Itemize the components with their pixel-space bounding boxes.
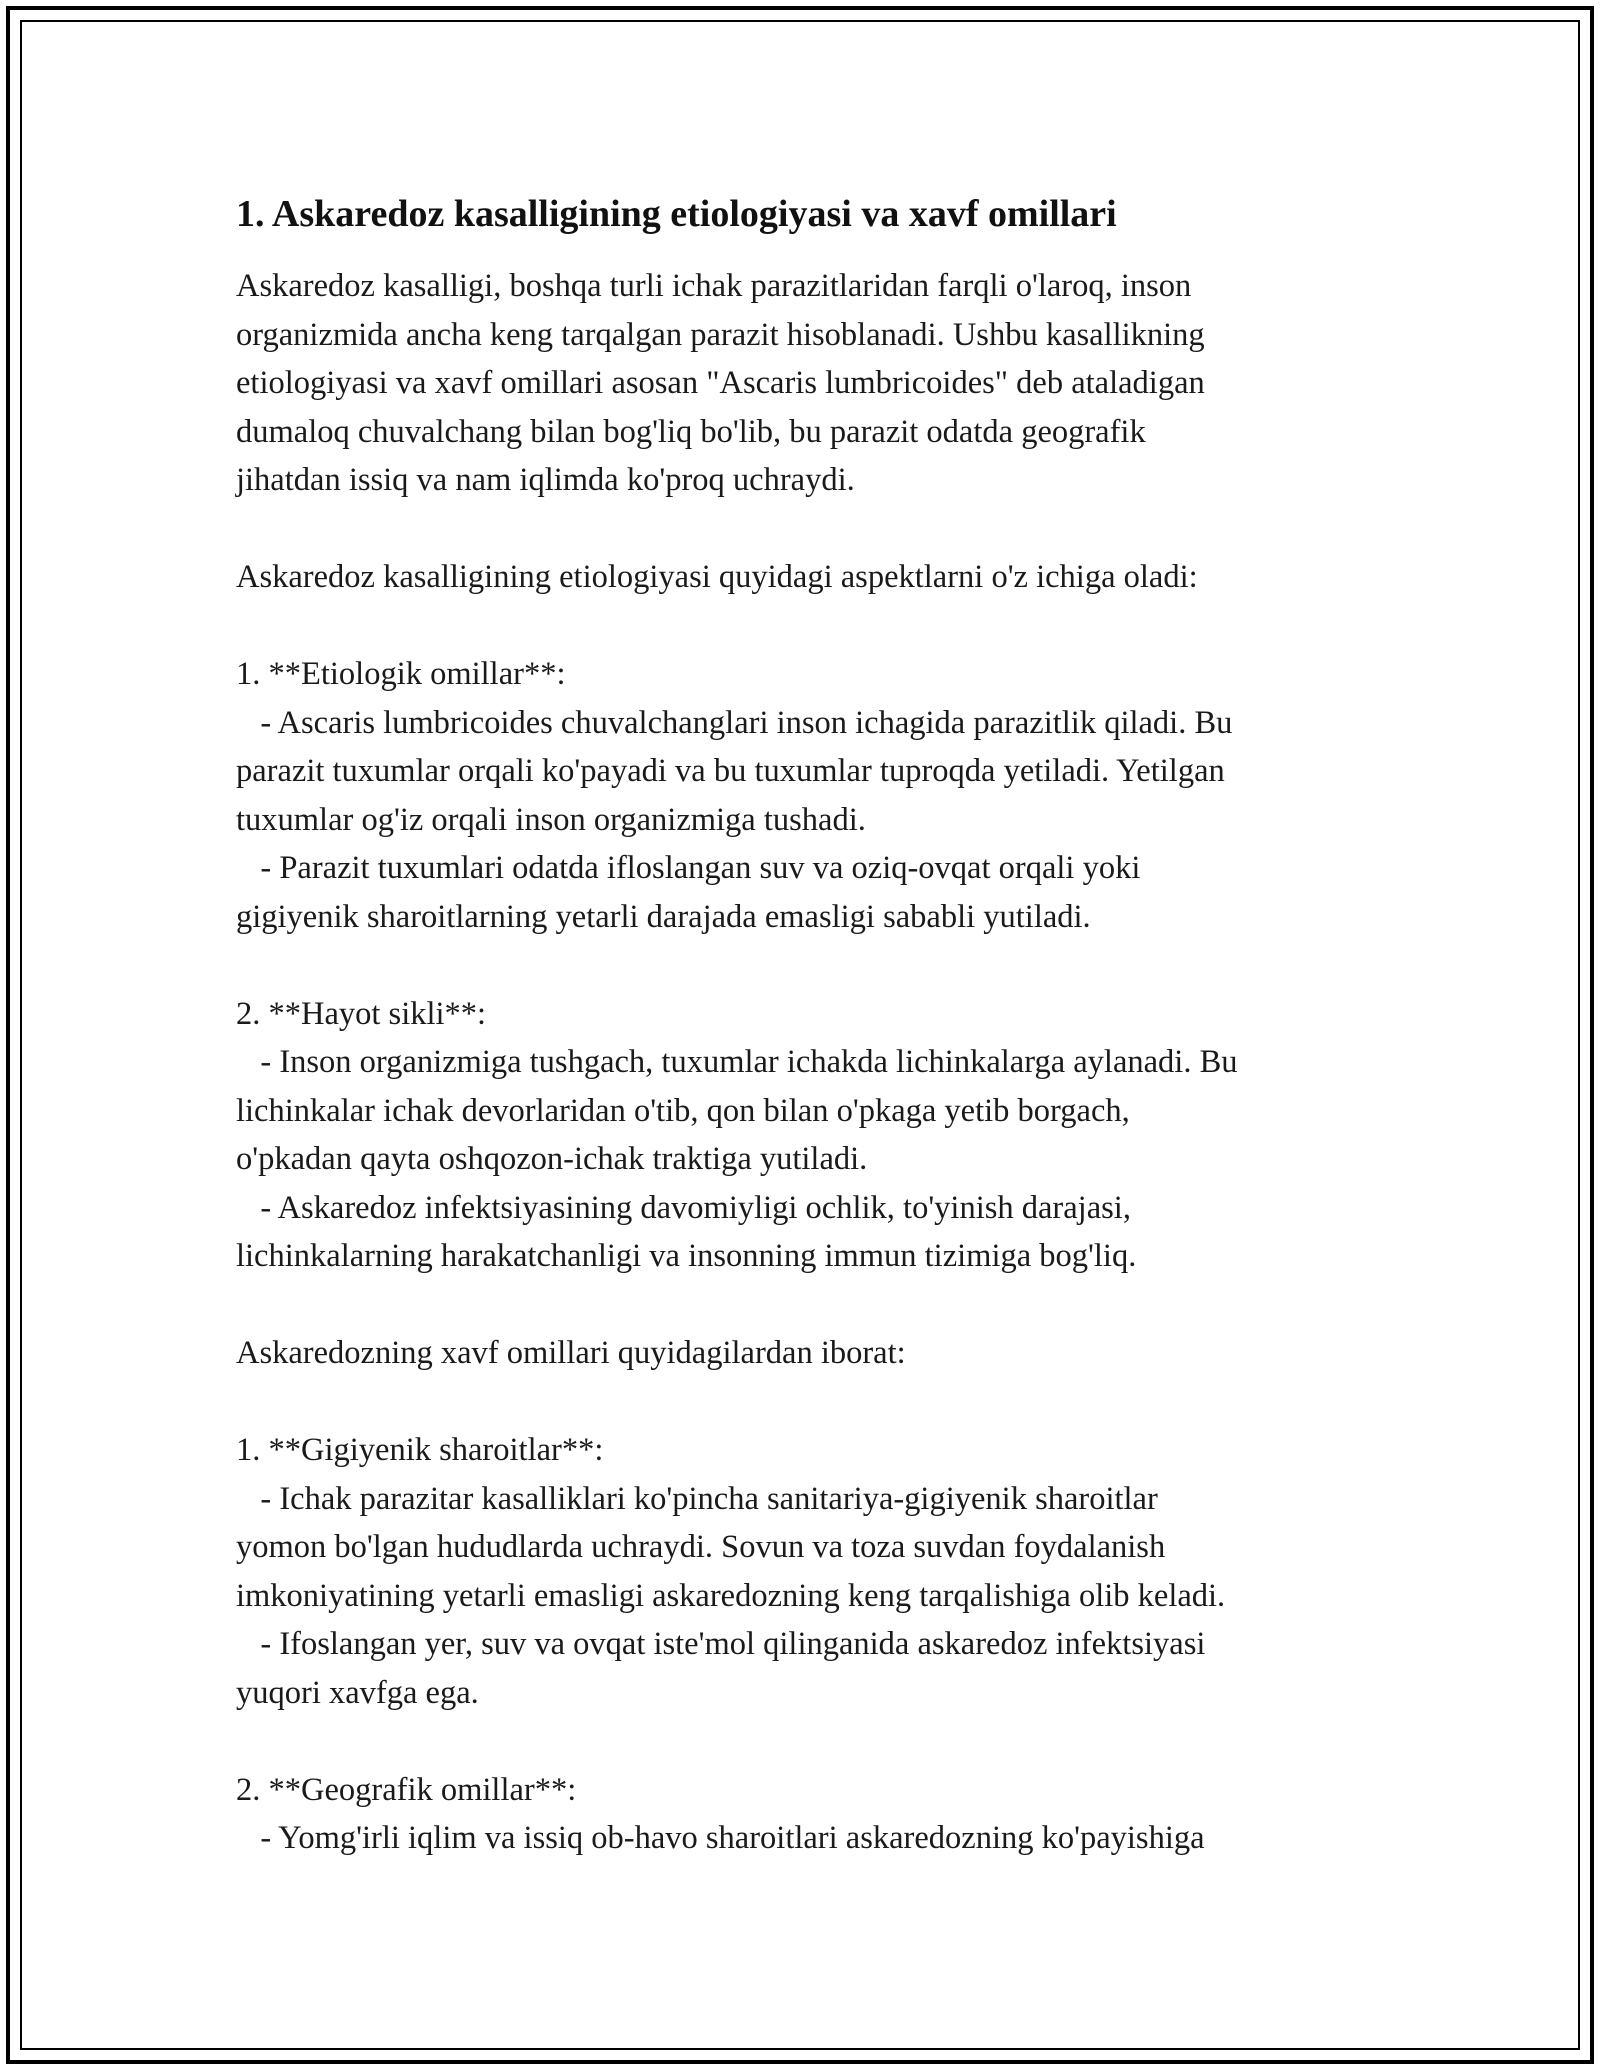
text-line: - Askaredoz infektsiyasining davomiyligi ochlik, to'yinish darajasi, bbox=[236, 1189, 1131, 1226]
text-line: jihatdan issiq va nam iqlimda ko'proq uchraydi. bbox=[236, 462, 855, 498]
blank-line bbox=[236, 1717, 1416, 1766]
text-line: gigiyenik sharoitlarning yetarli darajada emasligi sababli yutiladi. bbox=[236, 898, 1091, 935]
text-line: tuxumlar og'iz orqali inson organizmiga tushadi. bbox=[236, 801, 866, 838]
text-line: - Inson organizmiga tushgach, tuxumlar ichakda lichinkalarga aylanadi. Bu bbox=[236, 1044, 1238, 1080]
blank-line bbox=[236, 602, 1416, 651]
text-line: lichinkalarning harakatchanligi va insonning immun tizimiga bog'liq. bbox=[236, 1238, 1137, 1274]
text-line: Askaredoz kasalligining etiologiyasi quyidagi aspektlarni o'z ichiga oladi: bbox=[236, 559, 1198, 595]
text-line: o'pkadan qayta oshqozon-ichak traktiga yutiladi. bbox=[236, 1141, 868, 1177]
text-line: parazit tuxumlar orqali ko'payadi va bu tuxumlar tuproqda yetiladi. Yetilgan bbox=[236, 753, 1225, 789]
text-line: imkoniyatining yetarli emasligi askaredozning keng tarqalishiga olib keladi. bbox=[236, 1577, 1226, 1614]
text-line: - Ascaris lumbricoides chuvalchanglari inson ichagida parazitlik qiladi. Bu bbox=[236, 704, 1233, 741]
text-line: - Parazit tuxumlari odatda ifloslangan suv va oziq-ovqat orqali yoki bbox=[236, 850, 1141, 886]
list-heading: 1. **Gigiyenik sharoitlar**: bbox=[236, 1432, 604, 1468]
text-line: yuqori xavfga ega. bbox=[236, 1674, 479, 1711]
text-line: yomon bo'lgan hududlarda uchraydi. Sovun va toza suvdan foydalanish bbox=[236, 1529, 1166, 1565]
document-title: 1. Askaredoz kasalligining etiologiyasi va xavf omillari bbox=[236, 193, 1117, 235]
blank-line bbox=[236, 505, 1416, 554]
text-line: etiologiyasi va xavf omillari asosan "Ascaris lumbricoides" deb ataladigan bbox=[236, 365, 1205, 401]
blank-line bbox=[236, 1378, 1416, 1427]
document-body bbox=[236, 186, 1416, 1863]
text-line: dumaloq chuvalchang bilan bog'liq bo'lib, bu parazit odatda geografik bbox=[236, 413, 1146, 450]
list-heading: 1. **Etiologik omillar**: bbox=[236, 656, 566, 692]
blank-line bbox=[236, 941, 1416, 990]
list-heading: 2. **Geografik omillar**: bbox=[236, 1771, 577, 1808]
text-line: Askaredoz kasalligi, boshqa turli ichak parazitlaridan farqli o'laroq, inson bbox=[236, 268, 1192, 304]
text-line: Askaredozning xavf omillari quyidagilardan iborat: bbox=[236, 1335, 906, 1371]
text-line: - Ifoslangan yer, suv va ovqat iste'mol qilinganida askaredoz infektsiyasi bbox=[236, 1626, 1206, 1662]
text-line: lichinkalar ichak devorlaridan o'tib, qon bilan o'pkaga yetib borgach, bbox=[236, 1092, 1130, 1129]
text-line: - Ichak parazitar kasalliklari ko'pincha sanitariya-gigiyenik sharoitlar bbox=[236, 1480, 1158, 1517]
blank-line bbox=[236, 1281, 1416, 1330]
text-line: - Yomg'irli iqlim va issiq ob-havo sharoitlari askaredozning ko'payishiga bbox=[236, 1820, 1205, 1856]
list-heading: 2. **Hayot sikli**: bbox=[236, 995, 487, 1032]
text-line: organizmida ancha keng tarqalgan parazit hisoblanadi. Ushbu kasallikning bbox=[236, 316, 1205, 353]
